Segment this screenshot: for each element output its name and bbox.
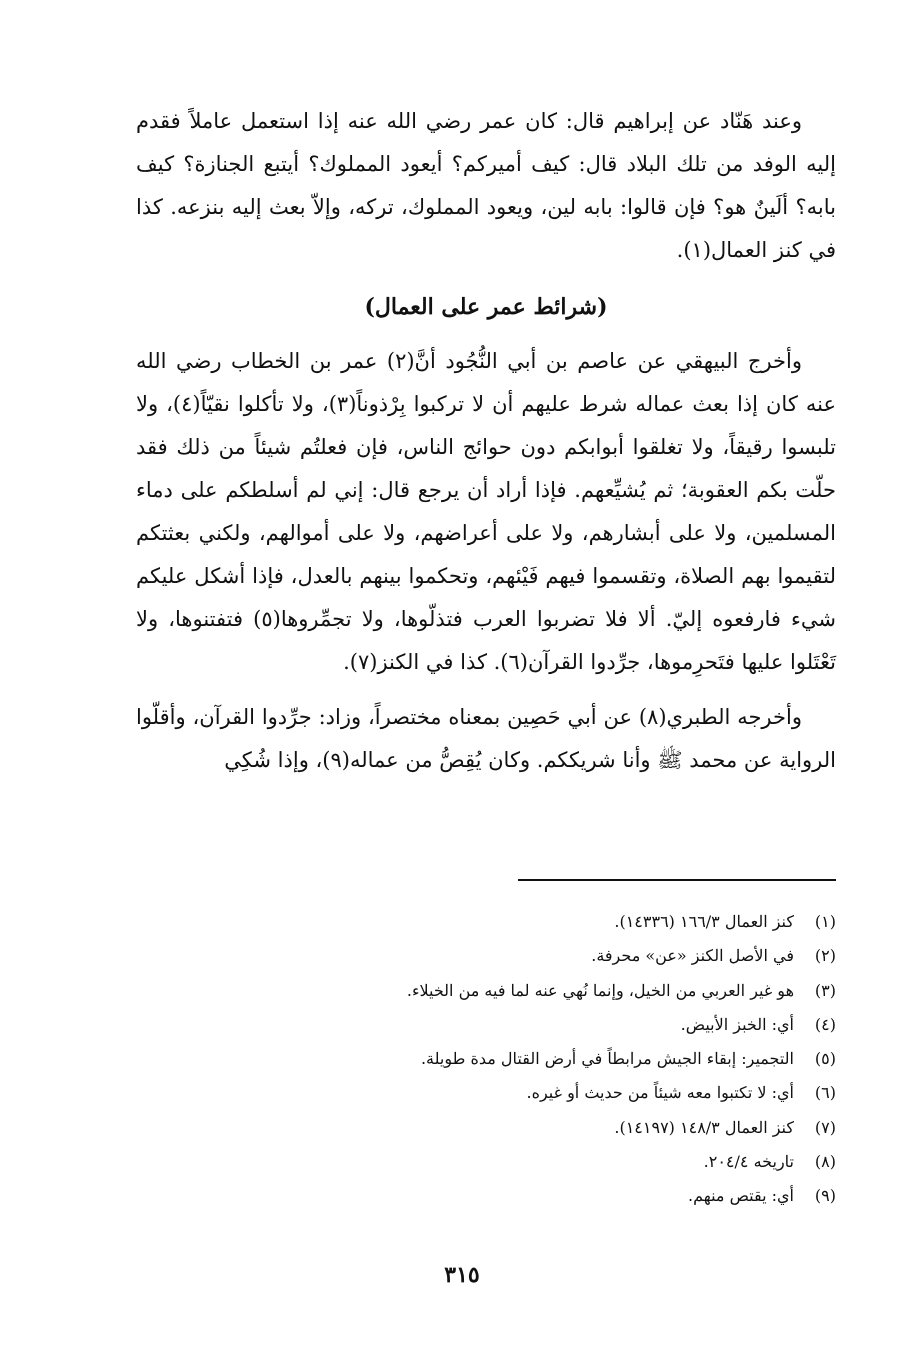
footnote-item (116, 974, 836, 1008)
page-number: ٣١٥ (444, 1262, 480, 1288)
footnote-number: (٢) (814, 946, 836, 966)
footnote-number: (٣) (814, 980, 836, 1000)
footnote-text: كنز العمال ١٤٨/٣ (١٤١٩٧). (614, 1117, 794, 1137)
footnote-item (116, 939, 836, 973)
section-title: (شرائط عمر على العمال) (364, 294, 608, 320)
footnote-item (116, 1145, 836, 1179)
footnote-number: (٦) (814, 1083, 836, 1103)
footnote-number: (٧) (814, 1117, 836, 1137)
footnote-text: كنز العمال ١٦٦/٣ (١٤٣٣٦). (614, 912, 794, 931)
footnote-text: أي: لا تكتبوا معه شيئاً من حديث أو غيره. (526, 1083, 794, 1103)
footnote-number: (٤) (814, 1014, 836, 1034)
footnote-item (116, 1042, 836, 1076)
body-text (136, 100, 836, 782)
footnote-text: التجمير: إبقاء الجيش مرابطاً في أرض القتال مدة طويلة. (420, 1049, 794, 1069)
footnote-item (116, 1179, 836, 1213)
paragraph-tabari: وأخرجه الطبري(٨) عن أبي حَصِين بمعناه مختصراً، وزاد: جرِّدوا القرآن، وأقلّوا الرواية عن محمد ﷺ وأنا شريككم. وكان يُقِصُّ من عماله(٩)، وإذا شُكِي (136, 705, 836, 772)
footnote-text: هو غير العربي من الخيل، وإنما نُهي عنه لما فيه من الخيلاء. (406, 980, 794, 1000)
footnote-item (116, 1008, 836, 1042)
footnote-text: تاريخه ٢٠٤/٤. (703, 1152, 794, 1172)
footnote-number: (١) (814, 912, 836, 931)
footnote-item (116, 905, 836, 939)
footnotes-list (116, 905, 836, 1214)
footnote-item (116, 1076, 836, 1110)
footnote-number: (٨) (814, 1152, 836, 1172)
footnote-number: (٩) (814, 1186, 836, 1206)
footnote-text: أي: الخبز الأبيض. (680, 1014, 794, 1034)
paragraph-hannad: وعند هَنّاد عن إبراهيم قال: كان عمر رضي الله عنه إذا استعمل عاملاً فقدم إليه الوفد من تلك البلاد قال: كيف أميركم؟ أيعود المملوك؟ أيتبع الجنازة؟ كيف بابه؟ ألَينٌ هو؟ فإن قالوا: بابه لين، ويعود المملوك، تركه، وإلاّ بعث إليه بنزعه. كذا في كنز العمال(١). (136, 109, 836, 262)
footnote-number: (٥) (814, 1049, 836, 1069)
footnote-text: أي: يقتص منهم. (687, 1186, 794, 1206)
paragraph-bayhaqi: وأخرج البيهقي عن عاصم بن أبي النُّجُود أنَّ(٢) عمر بن الخطاب رضي الله عنه كان إذا بعث عماله شرط عليهم أن لا تركبوا بِرْذوناً(٣)، ولا تأكلوا نقيّاً(٤)، ولا تلبسوا رقيقاً، ولا تغلقوا أبوابكم دون حوائج الناس، فإن فعلتُم شيئاً من ذلك فقد حلّت بكم العقوبة؛ ثم يُشيِّعهم. فإذا أراد أن يرجع قال: إني لم أسلطكم على دماء المسلمين، ولا على أبشارهم، ولا على أعراضهم، ولا على أموالهم، ولكني بعثتكم لتقيموا بهم الصلاة، وتقسموا فيهم فَيْئهم، وتحكموا بينهم بالعدل، فإذا أشكل عليكم شيء فارفعوه إليّ. ألا فلا تضربوا العرب فتذلّوها، ولا تجمِّروها(٥) فتفتنوها، ولا تَعْتَلوا عليها فتَحرِموها، جرِّدوا القرآن(٦). كذا في الكنز(٧). (136, 349, 836, 674)
footnote-separator (518, 879, 836, 881)
footnote-text: في الأصل الكنز «عن» محرفة. (591, 946, 794, 966)
footnote-item (116, 1111, 836, 1145)
